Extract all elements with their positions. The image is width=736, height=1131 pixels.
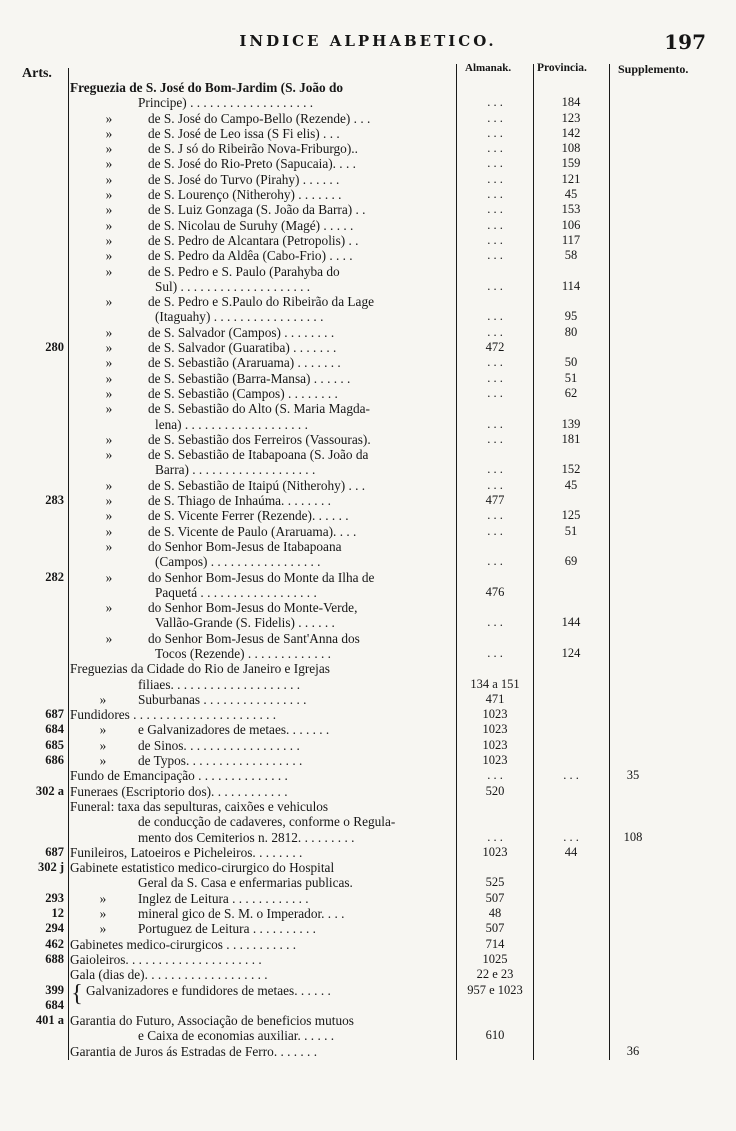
entry-text: Gabinete estatistico medico-cirurgico do Hospital [70, 860, 335, 876]
almanak-ref: 477 [485, 493, 505, 508]
entry-text: de S. Sebastião (Barra-Mansa) . . . . . . [148, 370, 351, 386]
entry-text: de S. Sebastião (Araruama) . . . . . . . [148, 355, 341, 371]
index-entry [0, 830, 736, 845]
index-entry [0, 1013, 736, 1028]
almanak-ref: . . . [487, 370, 503, 385]
index-entry [0, 508, 736, 523]
entry-text: Fundo de Emancipação . . . . . . . . . . . . . . [70, 768, 288, 784]
article-number: 282 [45, 569, 64, 584]
index-entry [0, 600, 736, 615]
almanak-ref: . . . [487, 278, 503, 293]
almanak-ref: . . . [487, 217, 503, 232]
provincia-ref: 45 [564, 477, 578, 492]
page-title: INDICE ALPHABETICO. [239, 32, 497, 50]
almanak-ref: 1023 [482, 737, 508, 752]
ditto-mark: » [105, 110, 113, 126]
index-entry [0, 738, 736, 753]
ditto-mark: » [105, 217, 113, 233]
ditto-mark: » [105, 156, 113, 172]
index-entry [0, 631, 736, 646]
ditto-mark: » [105, 125, 113, 141]
entry-text: lena) . . . . . . . . . . . . . . . . . . . [155, 416, 308, 432]
almanak-column-header: Almanak. [465, 62, 512, 74]
entry-text: filiaes. . . . . . . . . . . . . . . . . . . . [138, 676, 301, 692]
entry-text: Paquetá . . . . . . . . . . . . . . . . . . [155, 584, 317, 600]
provincia-ref: 58 [564, 248, 578, 263]
index-entry [0, 447, 736, 462]
article-number: 399 [45, 982, 64, 997]
provincia-ref: 123 [561, 110, 581, 125]
index-entry [0, 692, 736, 707]
almanak-ref: . . . [487, 355, 503, 370]
supplemento-ref: 35 [626, 768, 640, 783]
index-entry [0, 432, 736, 447]
almanak-ref: . . . [487, 477, 503, 492]
index-entry [0, 554, 736, 569]
article-number: 685 [45, 737, 64, 752]
provincia-ref: 45 [564, 187, 578, 202]
provincia-ref: 108 [561, 141, 581, 156]
provincia-ref: 117 [561, 232, 581, 247]
almanak-ref: . . . [487, 110, 503, 125]
ditto-mark: » [105, 538, 113, 554]
ditto-mark: » [105, 232, 113, 248]
index-entry [0, 906, 736, 921]
index-entry [0, 814, 736, 829]
article-number: 302 a [35, 783, 64, 798]
entry-text: e Galvanizadores de metaes. . . . . . . [138, 722, 330, 738]
almanak-ref: . . . [487, 416, 503, 431]
index-entry [0, 921, 736, 936]
ditto-mark: » [105, 294, 113, 310]
index-entry [0, 753, 736, 768]
almanak-ref: 507 [485, 921, 505, 936]
almanak-ref: . . . [487, 554, 503, 569]
almanak-ref: . . . [487, 615, 503, 630]
entry-text: Freguezia de S. José do Bom-Jardim (S. João do [70, 80, 344, 95]
index-entry [0, 401, 736, 416]
almanak-ref: . . . [487, 645, 503, 660]
entry-text: de S. Sebastião do Alto (S. Maria Magda- [148, 401, 370, 417]
entry-text: de S. Sebastião dos Ferreiros (Vassouras). [148, 431, 371, 447]
almanak-ref: . . . [487, 309, 503, 324]
index-entry [0, 294, 736, 309]
index-entry [0, 539, 736, 554]
article-number: 302 j [37, 860, 64, 875]
entry-text: mineral gico de S. M. o Imperador. . . . [138, 906, 345, 922]
index-entry [0, 233, 736, 248]
provincia-ref: 184 [561, 95, 581, 110]
almanak-ref: 1023 [482, 707, 508, 722]
page-number: 197 [664, 30, 706, 54]
entry-text: de S. Sebastião (Campos) . . . . . . . . [148, 385, 338, 401]
ditto-mark: » [105, 431, 113, 447]
entry-text: Barra) . . . . . . . . . . . . . . . . . . . [155, 462, 316, 478]
provincia-ref: 142 [561, 125, 581, 140]
index-entry [0, 768, 736, 783]
ditto-mark: { [71, 980, 83, 1007]
provincia-ref: 95 [564, 309, 578, 324]
index-entry [0, 462, 736, 477]
entry-text: do Senhor Bom-Jesus de Sant'Anna dos [148, 630, 360, 646]
entry-text: Fundidores . . . . . . . . . . . . . . . . . . . . . . [70, 707, 277, 723]
ditto-mark: » [105, 600, 113, 616]
index-entry [0, 325, 736, 340]
entry-text: de S. Sebastião de Itaipú (Nitherohy) . . . [148, 477, 366, 493]
ditto-mark: » [105, 141, 113, 157]
entry-text: Geral da S. Casa e enfermarias publicas. [138, 875, 353, 891]
ditto-mark: » [105, 263, 113, 279]
provincia-ref: 181 [561, 431, 581, 446]
entry-text: do Senhor Bom-Jesus de Itabapoana [148, 538, 342, 554]
entry-text: Galvanizadores e fundidores de metaes. . . . . . [86, 982, 331, 998]
index-entry [0, 1044, 736, 1059]
almanak-ref: 1025 [482, 951, 508, 966]
provincia-ref: 50 [564, 355, 578, 370]
ditto-mark: » [105, 248, 113, 264]
almanak-ref: . . . [487, 523, 503, 538]
provincia-ref: 69 [564, 554, 578, 569]
index-table [0, 80, 736, 1059]
ditto-mark: » [105, 569, 113, 585]
provincia-ref: 44 [564, 844, 578, 859]
entry-text: de S. Pedro de Alcantara (Petropolis) . . [148, 232, 359, 248]
entry-text: Funileiros, Latoeiros e Picheleiros. . . . . . . . [70, 844, 303, 860]
almanak-ref: . . . [487, 248, 503, 263]
provincia-ref: 80 [564, 324, 578, 339]
almanak-ref: . . . [487, 202, 503, 217]
article-number: 293 [45, 890, 64, 905]
provincia-ref: 152 [561, 462, 581, 477]
entry-text: de S. Vicente Ferrer (Rezende). . . . . . [148, 508, 349, 524]
almanak-ref: 610 [485, 1028, 505, 1043]
almanak-ref: 476 [485, 584, 505, 599]
almanak-ref: . . . [487, 829, 503, 844]
article-number: 688 [45, 951, 64, 966]
index-entry [0, 875, 736, 890]
index-entry [0, 891, 736, 906]
entry-text: Gabinetes medico-cirurgicos . . . . . . . . . . . [70, 936, 297, 952]
index-entry [0, 111, 736, 126]
provincia-ref: 125 [561, 508, 581, 523]
article-number: 686 [45, 753, 64, 768]
article-number: 283 [45, 493, 64, 508]
index-entry [0, 264, 736, 279]
index-entry [0, 524, 736, 539]
entry-text: de S. Thiago de Inhaúma. . . . . . . . [148, 493, 331, 509]
article-number: 280 [45, 340, 64, 355]
entry-text: de S. José do Rio-Preto (Sapucaia). . . . [148, 156, 356, 172]
almanak-ref: 714 [485, 936, 505, 951]
entry-text: de S. Luiz Gonzaga (S. João da Barra) . . [148, 202, 366, 218]
almanak-ref: . . . [487, 768, 503, 783]
ditto-mark: » [105, 324, 113, 340]
almanak-ref: 472 [485, 340, 505, 355]
entry-text: de S. Salvador (Guaratiba) . . . . . . . [148, 340, 337, 356]
entry-text: Vallão-Grande (S. Fidelis) . . . . . . [155, 615, 335, 631]
entry-text: Freguezias da Cidade do Rio de Janeiro e Igrejas [70, 661, 330, 677]
almanak-ref: 957 e 1023 [467, 982, 523, 997]
almanak-ref: . . . [487, 324, 503, 339]
supplemento-column-header: Supplemento. [618, 62, 689, 76]
entry-text: de conducção de cadaveres, conforme o Regula- [138, 814, 396, 830]
almanak-ref: . . . [487, 125, 503, 140]
index-entry [0, 172, 736, 187]
ditto-mark: » [105, 477, 113, 493]
index-entry [0, 95, 736, 110]
article-number: 684 [45, 722, 64, 737]
index-entry [0, 952, 736, 967]
entry-text: Suburbanas . . . . . . . . . . . . . . . . [138, 691, 307, 707]
index-entry [0, 340, 736, 355]
almanak-ref: . . . [487, 385, 503, 400]
index-entry [0, 141, 736, 156]
article-number: 687 [45, 707, 64, 722]
ditto-mark: » [105, 370, 113, 386]
entry-text: de S. Pedro da Aldêa (Cabo-Frio) . . . . [148, 248, 353, 264]
supplemento-ref: 108 [623, 829, 643, 844]
index-entry [0, 126, 736, 141]
ditto-mark: » [105, 171, 113, 187]
entry-text: Portuguez de Leitura . . . . . . . . . . [138, 921, 316, 937]
almanak-ref: . . . [487, 508, 503, 523]
index-entry [0, 677, 736, 692]
entry-text: de S. Nicolau de Suruhy (Magé) . . . . . [148, 217, 354, 233]
index-entry [0, 371, 736, 386]
almanak-ref: . . . [487, 232, 503, 247]
index-entry [0, 707, 736, 722]
index-entry [0, 646, 736, 661]
entry-text: de S. Pedro e S.Paulo do Ribeirão da Lage [148, 294, 375, 310]
almanak-ref: . . . [487, 141, 503, 156]
almanak-ref: . . . [487, 171, 503, 186]
ditto-mark: » [99, 722, 107, 738]
index-entry [0, 386, 736, 401]
almanak-ref: 471 [485, 691, 505, 706]
almanak-ref: 525 [485, 875, 505, 890]
index-entry [0, 998, 736, 1013]
entry-text: de S. José de Leo issa (S Fi elis) . . . [148, 125, 340, 141]
ditto-mark: » [105, 187, 113, 203]
provincia-ref: 62 [564, 385, 578, 400]
index-entry [0, 309, 736, 324]
index-entry [0, 661, 736, 676]
index-entry [0, 570, 736, 585]
index-entry [0, 80, 736, 95]
index-entry [0, 845, 736, 860]
almanak-ref: 22 e 23 [476, 967, 514, 982]
index-entry [0, 478, 736, 493]
ditto-mark: » [105, 630, 113, 646]
index-entry [0, 279, 736, 294]
entry-text: mento dos Cemiterios n. 2812. . . . . . . . . [138, 829, 355, 845]
ditto-mark: » [99, 906, 107, 922]
provincia-ref: 153 [561, 202, 581, 217]
index-entry [0, 784, 736, 799]
entry-text: Gaioleiros. . . . . . . . . . . . . . . . . . . . . [70, 951, 262, 967]
entry-text: do Senhor Bom-Jesus do Monte da Ilha de [148, 569, 375, 585]
ditto-mark: » [105, 340, 113, 356]
provincia-ref: 139 [561, 416, 581, 431]
entry-text: de S. José do Turvo (Pirahy) . . . . . . [148, 171, 340, 187]
almanak-ref: 48 [488, 906, 502, 921]
entry-text: (Campos) . . . . . . . . . . . . . . . . . [155, 554, 321, 570]
provincia-ref: . . . [563, 829, 579, 844]
index-entry [0, 1028, 736, 1043]
index-entry [0, 355, 736, 370]
almanak-ref: 1023 [482, 722, 508, 737]
almanak-ref: 520 [485, 783, 505, 798]
arts-column-header: Arts. [22, 66, 52, 81]
entry-text: Principe) . . . . . . . . . . . . . . . . . . . [138, 95, 314, 111]
index-entry [0, 860, 736, 875]
article-number: 462 [45, 936, 64, 951]
ditto-mark: » [99, 921, 107, 937]
ditto-mark: » [105, 202, 113, 218]
provincia-column-header: Provincia. [537, 62, 587, 74]
provincia-ref: 51 [564, 370, 578, 385]
entry-text: de S. Lourenço (Nitherohy) . . . . . . . [148, 187, 342, 203]
almanak-ref: . . . [487, 156, 503, 171]
index-entry [0, 202, 736, 217]
index-entry [0, 799, 736, 814]
almanak-ref: . . . [487, 187, 503, 202]
entry-text: de Typos. . . . . . . . . . . . . . . . . . [138, 753, 303, 769]
almanak-ref: . . . [487, 462, 503, 477]
ditto-mark: » [99, 890, 107, 906]
entry-text: de S. Pedro e S. Paulo (Parahyba do [148, 263, 340, 279]
index-entry [0, 585, 736, 600]
entry-text: de S. J só do Ribeirão Nova-Friburgo).. [148, 141, 358, 157]
provincia-ref: 121 [561, 171, 581, 186]
provincia-ref: 124 [561, 645, 581, 660]
ditto-mark: » [99, 753, 107, 769]
ditto-mark: » [105, 508, 113, 524]
entry-text: de Sinos. . . . . . . . . . . . . . . . . . [138, 737, 300, 753]
ditto-mark: » [105, 523, 113, 539]
almanak-ref: . . . [487, 95, 503, 110]
entry-text: do Senhor Bom-Jesus do Monte-Verde, [148, 600, 358, 616]
ditto-mark: » [99, 691, 107, 707]
index-entry [0, 967, 736, 982]
almanak-ref: 1023 [482, 844, 508, 859]
article-number: 294 [45, 921, 64, 936]
almanak-ref: 507 [485, 890, 505, 905]
entry-text: Sul) . . . . . . . . . . . . . . . . . . . . [155, 278, 311, 294]
almanak-ref: . . . [487, 431, 503, 446]
provincia-ref: 51 [564, 523, 578, 538]
ditto-mark: » [99, 737, 107, 753]
provincia-ref: . . . [563, 768, 579, 783]
ditto-mark: » [105, 447, 113, 463]
entry-text: de S. Salvador (Campos) . . . . . . . . [148, 324, 335, 340]
entry-text: Inglez de Leitura . . . . . . . . . . . . [138, 890, 309, 906]
entry-text: Funeral: taxa das sepulturas, caixões e vehiculos [70, 798, 329, 814]
article-number: 12 [51, 906, 64, 921]
almanak-ref: 134 a 151 [470, 676, 520, 691]
index-entry [0, 187, 736, 202]
index-entry [0, 218, 736, 233]
provincia-ref: 159 [561, 156, 581, 171]
index-entry [0, 615, 736, 630]
provincia-ref: 106 [561, 217, 581, 232]
index-entry [0, 156, 736, 171]
index-entry [0, 937, 736, 952]
article-number: 684 [45, 997, 64, 1012]
almanak-ref: 1023 [482, 753, 508, 768]
ditto-mark: » [105, 401, 113, 417]
index-entry [0, 248, 736, 263]
entry-text: Garantia do Futuro, Associação de beneficios mutuos [70, 1013, 354, 1029]
entry-text: Garantia de Juros ás Estradas de Ferro. . . . . . . [70, 1043, 318, 1059]
provincia-ref: 144 [561, 615, 581, 630]
index-entry [0, 417, 736, 432]
entry-text: Funeraes (Escriptorio dos). . . . . . . . . . . . [70, 783, 288, 799]
supplemento-ref: 36 [626, 1043, 640, 1058]
entry-text: (Itaguahy) . . . . . . . . . . . . . . . . . [155, 309, 324, 325]
entry-text: Gala (dias de). . . . . . . . . . . . . . . . . . . [70, 967, 268, 983]
ditto-mark: » [105, 355, 113, 371]
ditto-mark: » [105, 493, 113, 509]
index-entry [0, 493, 736, 508]
entry-text: Tocos (Rezende) . . . . . . . . . . . . . [155, 645, 331, 661]
entry-text: de S. Vicente de Paulo (Araruama). . . . [148, 523, 357, 539]
article-number: 401 a [35, 1013, 64, 1028]
article-number: 687 [45, 844, 64, 859]
index-entry [0, 722, 736, 737]
entry-text: de S. José do Campo-Bello (Rezende) . . . [148, 110, 371, 126]
provincia-ref: 114 [561, 278, 581, 293]
entry-text: de S. Sebastião de Itabapoana (S. João da [148, 447, 369, 463]
entry-text: e Caixa de economias auxiliar. . . . . . [138, 1028, 335, 1044]
ditto-mark: » [105, 385, 113, 401]
